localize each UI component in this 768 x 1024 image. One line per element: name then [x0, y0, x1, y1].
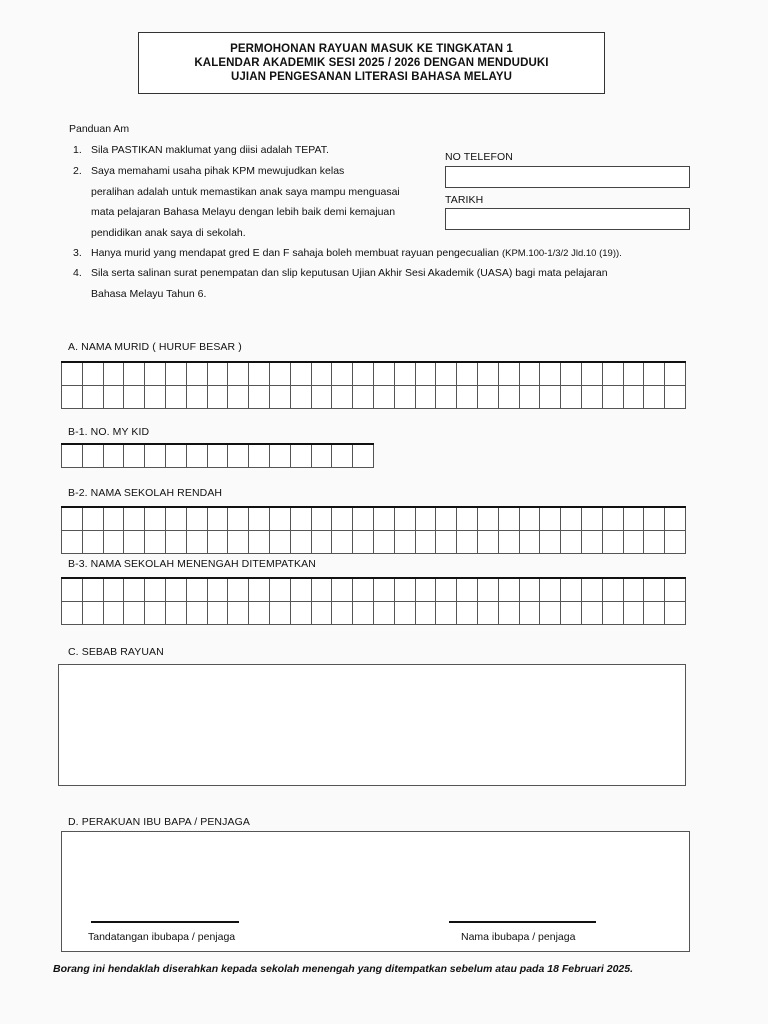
- character-cell[interactable]: [269, 601, 290, 624]
- guide-title: Panduan Am: [69, 123, 130, 135]
- character-cell[interactable]: [249, 362, 270, 385]
- character-cell[interactable]: [353, 507, 374, 530]
- character-cell[interactable]: [436, 601, 457, 624]
- section-b3-label: B-3. NAMA SEKOLAH MENENGAH DITEMPATKAN: [68, 558, 316, 570]
- character-cell[interactable]: [269, 444, 290, 467]
- character-cell[interactable]: [561, 601, 582, 624]
- character-cell[interactable]: [415, 362, 436, 385]
- character-cell[interactable]: [249, 530, 270, 553]
- character-cell[interactable]: [165, 507, 186, 530]
- character-cell[interactable]: [145, 578, 166, 601]
- character-cell[interactable]: [436, 385, 457, 408]
- character-cell[interactable]: [623, 362, 644, 385]
- character-cell[interactable]: [165, 385, 186, 408]
- character-cell[interactable]: [290, 444, 311, 467]
- primary-school-grid[interactable]: [61, 506, 686, 554]
- character-cell[interactable]: [228, 507, 249, 530]
- character-cell[interactable]: [207, 385, 228, 408]
- character-cell[interactable]: [581, 530, 602, 553]
- character-cell[interactable]: [623, 507, 644, 530]
- section-c-label: C. SEBAB RAYUAN: [68, 646, 164, 658]
- character-cell[interactable]: [269, 362, 290, 385]
- character-cell[interactable]: [207, 601, 228, 624]
- character-cell[interactable]: [145, 362, 166, 385]
- character-cell[interactable]: [436, 507, 457, 530]
- character-cell[interactable]: [165, 444, 186, 467]
- character-cell[interactable]: [311, 385, 332, 408]
- character-cell[interactable]: [103, 530, 124, 553]
- character-cell[interactable]: [415, 578, 436, 601]
- character-cell[interactable]: [353, 601, 374, 624]
- character-cell[interactable]: [540, 507, 561, 530]
- character-cell[interactable]: [415, 601, 436, 624]
- section-d-label: D. PERAKUAN IBU BAPA / PENJAGA: [68, 816, 250, 828]
- character-cell[interactable]: [103, 578, 124, 601]
- character-cell[interactable]: [290, 507, 311, 530]
- character-cell[interactable]: [623, 385, 644, 408]
- character-cell[interactable]: [519, 385, 540, 408]
- character-cell[interactable]: [561, 385, 582, 408]
- character-cell[interactable]: [644, 601, 665, 624]
- character-cell[interactable]: [62, 578, 83, 601]
- character-cell[interactable]: [124, 385, 145, 408]
- character-cell[interactable]: [665, 507, 686, 530]
- character-cell[interactable]: [373, 530, 394, 553]
- guide-item-4: 4. Sila serta salinan surat penempatan dan slip keputusan Ujian Akhir Sesi Akademik (UASA) bagi mata pelajaran Bahasa Melayu Tahun 6.: [73, 267, 608, 300]
- character-cell[interactable]: [332, 530, 353, 553]
- character-cell[interactable]: [353, 578, 374, 601]
- character-cell[interactable]: [581, 507, 602, 530]
- character-cell[interactable]: [353, 530, 374, 553]
- character-cell[interactable]: [82, 362, 103, 385]
- character-cell[interactable]: [436, 362, 457, 385]
- character-cell[interactable]: [353, 444, 374, 467]
- character-cell[interactable]: [394, 507, 415, 530]
- character-cell[interactable]: [311, 362, 332, 385]
- character-cell[interactable]: [644, 507, 665, 530]
- character-cell[interactable]: [103, 362, 124, 385]
- character-cell[interactable]: [477, 601, 498, 624]
- character-cell[interactable]: [62, 601, 83, 624]
- character-cell[interactable]: [165, 601, 186, 624]
- appeal-reason-textarea[interactable]: [58, 664, 686, 786]
- character-cell[interactable]: [311, 444, 332, 467]
- character-cell[interactable]: [62, 385, 83, 408]
- character-cell[interactable]: [623, 530, 644, 553]
- character-cell[interactable]: [249, 578, 270, 601]
- character-cell[interactable]: [602, 362, 623, 385]
- character-cell[interactable]: [498, 530, 519, 553]
- character-cell[interactable]: [540, 530, 561, 553]
- date-input[interactable]: [445, 208, 690, 230]
- character-cell[interactable]: [186, 362, 207, 385]
- section-b2-label: B-2. NAMA SEKOLAH RENDAH: [68, 487, 223, 499]
- character-cell[interactable]: [394, 530, 415, 553]
- character-cell[interactable]: [124, 507, 145, 530]
- date-label: TARIKH: [445, 194, 484, 206]
- character-cell[interactable]: [228, 578, 249, 601]
- character-cell[interactable]: [124, 578, 145, 601]
- character-cell[interactable]: [644, 530, 665, 553]
- character-cell[interactable]: [62, 530, 83, 553]
- character-cell[interactable]: [561, 507, 582, 530]
- character-cell[interactable]: [103, 507, 124, 530]
- title-line-3: UJIAN PENGESANAN LITERASI BAHASA MELAYU: [231, 71, 512, 83]
- character-cell[interactable]: [165, 578, 186, 601]
- mykid-grid[interactable]: [61, 443, 374, 468]
- character-cell[interactable]: [581, 362, 602, 385]
- title-line-1: PERMOHONAN RAYUAN MASUK KE TINGKATAN 1: [230, 43, 513, 55]
- character-cell[interactable]: [311, 530, 332, 553]
- character-cell[interactable]: [332, 601, 353, 624]
- character-cell[interactable]: [519, 601, 540, 624]
- character-cell[interactable]: [62, 444, 83, 467]
- character-cell[interactable]: [477, 530, 498, 553]
- character-cell[interactable]: [165, 362, 186, 385]
- character-cell[interactable]: [82, 444, 103, 467]
- signature-label: Tandatangan ibubapa / penjaga: [88, 931, 236, 943]
- section-b1-label: B-1. NO. MY KID: [68, 426, 150, 438]
- character-cell[interactable]: [477, 362, 498, 385]
- character-cell[interactable]: [602, 530, 623, 553]
- character-cell[interactable]: [373, 578, 394, 601]
- character-cell[interactable]: [540, 385, 561, 408]
- character-cell[interactable]: [290, 601, 311, 624]
- character-cell[interactable]: [207, 362, 228, 385]
- character-cell[interactable]: [290, 385, 311, 408]
- character-cell[interactable]: [228, 601, 249, 624]
- character-cell[interactable]: [290, 362, 311, 385]
- character-cell[interactable]: [186, 444, 207, 467]
- character-cell[interactable]: [644, 578, 665, 601]
- character-cell[interactable]: [186, 578, 207, 601]
- parent-name-line[interactable]: [449, 921, 596, 923]
- character-cell[interactable]: [665, 385, 686, 408]
- character-cell[interactable]: [103, 601, 124, 624]
- character-cell[interactable]: [581, 578, 602, 601]
- character-cell[interactable]: [498, 362, 519, 385]
- character-cell[interactable]: [228, 530, 249, 553]
- character-cell[interactable]: [644, 385, 665, 408]
- character-cell[interactable]: [332, 444, 353, 467]
- character-cell[interactable]: [623, 601, 644, 624]
- character-cell[interactable]: [332, 385, 353, 408]
- character-cell[interactable]: [353, 362, 374, 385]
- character-cell[interactable]: [290, 578, 311, 601]
- phone-label: NO TELEFON: [445, 151, 513, 163]
- character-cell[interactable]: [519, 530, 540, 553]
- submission-note: Borang ini hendaklah diserahkan kepada sekolah menengah yang ditempatkan sebelum atau pada 18 Februari 2025.: [53, 963, 634, 975]
- character-cell[interactable]: [665, 530, 686, 553]
- character-cell[interactable]: [415, 507, 436, 530]
- character-cell[interactable]: [581, 385, 602, 408]
- character-cell[interactable]: [228, 444, 249, 467]
- form-title-box: [138, 32, 605, 94]
- character-cell[interactable]: [457, 530, 478, 553]
- character-cell[interactable]: [269, 578, 290, 601]
- character-cell[interactable]: [332, 578, 353, 601]
- character-cell[interactable]: [602, 385, 623, 408]
- guide-item-3: 3. Hanya murid yang mendapat gred E dan F sahaja boleh membuat rayuan pengecualian (KPM.100-1/3/2 Jld.10 (19)).: [73, 247, 622, 259]
- character-cell[interactable]: [477, 507, 498, 530]
- character-cell[interactable]: [394, 601, 415, 624]
- character-cell[interactable]: [498, 578, 519, 601]
- character-cell[interactable]: [145, 444, 166, 467]
- guide-item-1: 1. Sila PASTIKAN maklumat yang diisi adalah TEPAT.: [73, 144, 329, 156]
- character-cell[interactable]: [519, 578, 540, 601]
- character-cell[interactable]: [457, 385, 478, 408]
- character-cell[interactable]: [373, 362, 394, 385]
- character-cell[interactable]: [290, 530, 311, 553]
- character-cell[interactable]: [353, 385, 374, 408]
- character-cell[interactable]: [82, 507, 103, 530]
- character-cell[interactable]: [332, 362, 353, 385]
- character-cell[interactable]: [124, 362, 145, 385]
- character-cell[interactable]: [145, 385, 166, 408]
- character-cell[interactable]: [62, 362, 83, 385]
- character-cell[interactable]: [665, 362, 686, 385]
- character-cell[interactable]: [124, 601, 145, 624]
- character-cell[interactable]: [436, 578, 457, 601]
- character-cell[interactable]: [394, 385, 415, 408]
- guide-item-2: 2. Saya memahami usaha pihak KPM mewujudkan kelas peralihan adalah untuk memastikan anak saya mampu menguasai mata pelajaran Bahasa Melayu dengan lebih baik demi kemajuan pendidikan anak saya di sekolah.: [73, 165, 400, 239]
- character-cell[interactable]: [186, 507, 207, 530]
- character-cell[interactable]: [145, 601, 166, 624]
- character-cell[interactable]: [62, 507, 83, 530]
- character-cell[interactable]: [415, 530, 436, 553]
- title-line-2: KALENDAR AKADEMIK SESI 2025 / 2026 DENGAN MENDUDUKI: [194, 57, 549, 69]
- character-cell[interactable]: [623, 578, 644, 601]
- character-cell[interactable]: [207, 578, 228, 601]
- student-name-grid[interactable]: [61, 361, 686, 409]
- character-cell[interactable]: [602, 601, 623, 624]
- character-cell[interactable]: [498, 601, 519, 624]
- character-cell[interactable]: [561, 530, 582, 553]
- character-cell[interactable]: [269, 507, 290, 530]
- character-cell[interactable]: [82, 530, 103, 553]
- character-cell[interactable]: [249, 507, 270, 530]
- signature-line[interactable]: [91, 921, 239, 923]
- parent-name-label: Nama ibubapa / penjaga: [461, 931, 576, 943]
- character-cell[interactable]: [540, 362, 561, 385]
- character-cell[interactable]: [373, 385, 394, 408]
- character-cell[interactable]: [249, 444, 270, 467]
- character-cell[interactable]: [415, 385, 436, 408]
- character-cell[interactable]: [249, 601, 270, 624]
- character-cell[interactable]: [82, 601, 103, 624]
- character-cell[interactable]: [332, 507, 353, 530]
- character-cell[interactable]: [165, 530, 186, 553]
- character-cell[interactable]: [477, 578, 498, 601]
- character-cell[interactable]: [186, 530, 207, 553]
- character-cell[interactable]: [457, 507, 478, 530]
- character-cell[interactable]: [644, 362, 665, 385]
- character-cell[interactable]: [249, 385, 270, 408]
- character-cell[interactable]: [561, 578, 582, 601]
- character-cell[interactable]: [540, 578, 561, 601]
- character-cell[interactable]: [373, 601, 394, 624]
- secondary-school-grid[interactable]: [61, 577, 686, 625]
- character-cell[interactable]: [103, 444, 124, 467]
- character-cell[interactable]: [82, 385, 103, 408]
- character-cell[interactable]: [498, 507, 519, 530]
- character-cell[interactable]: [519, 507, 540, 530]
- section-a-label: A. NAMA MURID ( HURUF BESAR ): [68, 341, 242, 353]
- character-cell[interactable]: [477, 385, 498, 408]
- character-cell[interactable]: [186, 385, 207, 408]
- character-cell[interactable]: [436, 530, 457, 553]
- character-cell[interactable]: [311, 601, 332, 624]
- character-cell[interactable]: [665, 578, 686, 601]
- character-cell[interactable]: [124, 530, 145, 553]
- character-cell[interactable]: [207, 444, 228, 467]
- phone-input[interactable]: [445, 166, 690, 188]
- character-cell[interactable]: [665, 601, 686, 624]
- character-cell[interactable]: [311, 578, 332, 601]
- character-cell[interactable]: [519, 362, 540, 385]
- character-cell[interactable]: [581, 601, 602, 624]
- character-cell[interactable]: [311, 507, 332, 530]
- character-cell[interactable]: [228, 385, 249, 408]
- character-cell[interactable]: [561, 362, 582, 385]
- character-cell[interactable]: [103, 385, 124, 408]
- character-cell[interactable]: [498, 385, 519, 408]
- character-cell[interactable]: [457, 578, 478, 601]
- character-cell[interactable]: [394, 362, 415, 385]
- character-cell[interactable]: [207, 530, 228, 553]
- character-cell[interactable]: [602, 507, 623, 530]
- character-cell[interactable]: [207, 507, 228, 530]
- character-cell[interactable]: [602, 578, 623, 601]
- character-cell[interactable]: [394, 578, 415, 601]
- character-cell[interactable]: [145, 507, 166, 530]
- character-cell[interactable]: [82, 578, 103, 601]
- character-cell[interactable]: [540, 601, 561, 624]
- character-cell[interactable]: [124, 444, 145, 467]
- character-cell[interactable]: [269, 385, 290, 408]
- character-cell[interactable]: [269, 530, 290, 553]
- character-cell[interactable]: [373, 507, 394, 530]
- character-cell[interactable]: [457, 601, 478, 624]
- character-cell[interactable]: [457, 362, 478, 385]
- character-cell[interactable]: [228, 362, 249, 385]
- character-cell[interactable]: [145, 530, 166, 553]
- character-cell[interactable]: [186, 601, 207, 624]
